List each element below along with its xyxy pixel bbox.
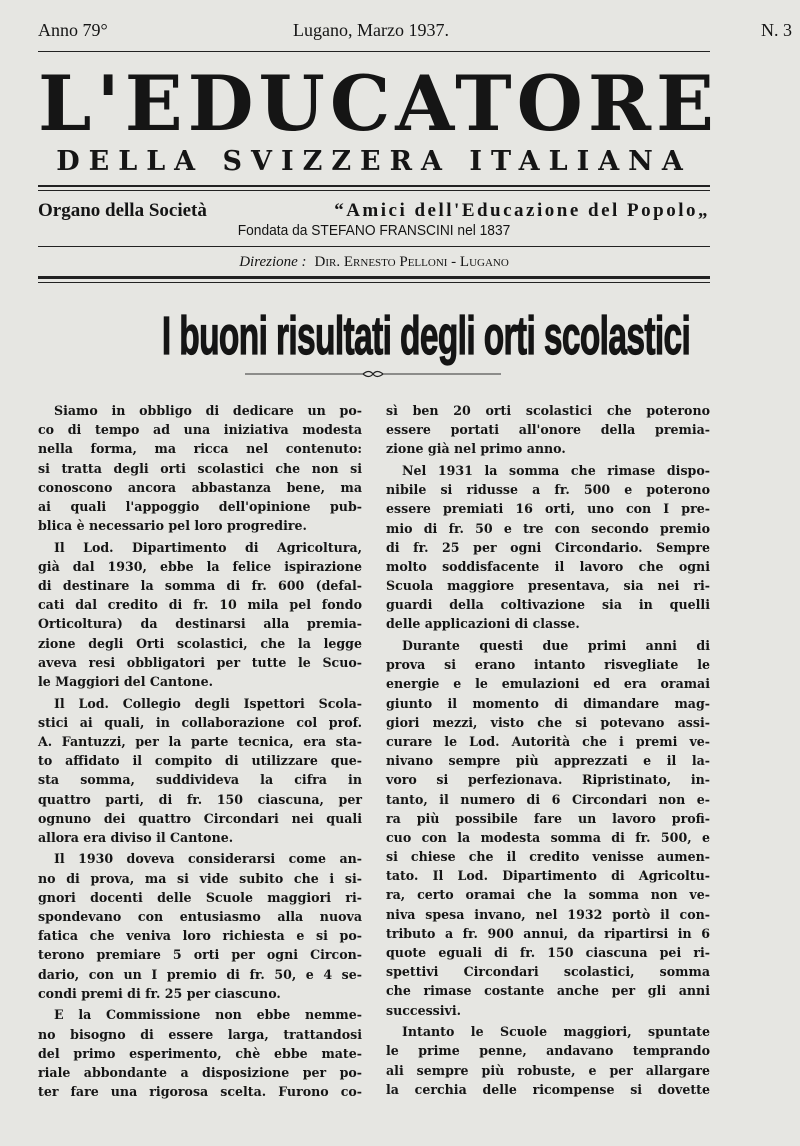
text-line: spettivi Circondari scolastici, somma [386, 964, 710, 980]
text-line: zione già nel primo anno. [386, 441, 566, 457]
text-line: delle applicazioni di classe. [386, 616, 580, 632]
text-line: aveva resi obbligatori per tutte le Scuo- [38, 654, 362, 670]
text-line: nibile si ridusse a fr. 500 e poterono [386, 482, 710, 498]
text-line: di fr. 25 per ogni Circondario. Sempre [386, 539, 710, 555]
paragraph [38, 1005, 362, 1101]
paragraph [386, 1022, 710, 1099]
text-line: Scuola maggiore presentava, sia nei ri- [386, 578, 710, 594]
text-line: co di tempo ad una iniziativa modesta [38, 422, 362, 438]
text-line: Il 1930 doveva considerarsi come an- [54, 851, 362, 867]
text-line: le Maggiori del Cantone. [38, 674, 213, 690]
paragraph [38, 849, 362, 1003]
text-line: che rimase costante anche per gli anni [386, 983, 710, 999]
text-line: zione degli Orti scolastici, che la legge [38, 635, 362, 651]
text-line: dario, con un I premio di fr. 50, e 4 se- [38, 966, 362, 982]
text-line: le prime penne, andavano temprando [386, 1043, 710, 1059]
text-line: cuo con la modesta somma di fr. 500, e [386, 829, 710, 845]
text-line: E la Commissione non ebbe nemme- [54, 1007, 362, 1023]
divider [38, 190, 710, 191]
text-line: A. Fantuzzi, per la parte tecnica, era sta- [38, 733, 362, 749]
paragraph [38, 538, 362, 692]
masthead-subtitle: DELLA SVIZZERA ITALIANA [56, 146, 692, 177]
text-line: essere premiati 16 orti, uno con I pre- [386, 501, 710, 517]
divider [38, 276, 710, 279]
paragraph [386, 461, 710, 634]
issue-header [38, 20, 792, 46]
text-line: no bisogno di essere larga, trattandosi [38, 1026, 362, 1042]
text-line: tato. Il Lod. Dipartimento di Agricoltu- [386, 868, 710, 884]
paragraph [38, 401, 362, 535]
text-line: to affidato il compito di utilizzare que- [38, 753, 362, 769]
text-line: allora era diviso il Cantone. [38, 829, 234, 845]
text-line: Il Lod. Collegio degli Ispettori Scola- [54, 695, 362, 711]
direction-label: Direzione : [239, 254, 307, 270]
text-line: giori mezzi, visto che si potevano assi- [386, 714, 710, 730]
organ-society-name: “Amici dell'Educazione del Popolo„ [334, 200, 710, 221]
text-line: condi premi di fr. 25 per ciascuno. [38, 985, 281, 1001]
text-line: prova si erano intanto risvegliate le [386, 657, 710, 673]
text-line: energie e le emulazioni ed era oramai [386, 676, 710, 692]
divider [38, 246, 710, 247]
direction-line [38, 254, 710, 271]
divider [38, 51, 710, 52]
text-line: ali sempre più robuste, e per allargare [386, 1062, 710, 1078]
text-line: quote eguali di fr. 150 ciascuna pei ri- [386, 945, 710, 961]
paragraph [386, 401, 710, 459]
text-line: Orticoltura) da destinarsi alla premia- [38, 616, 362, 632]
text-line: terono premiare 5 orti per ogni Circon- [38, 947, 362, 963]
text-line: guardi della coltivazione sia in quelli [386, 597, 710, 613]
text-line: conoscono ancora abbastanza bene, ma [38, 479, 362, 495]
text-line: voro si perfezionava. Ripristinato, in- [386, 772, 710, 788]
text-line: ter fare una rigorosa scelta. Furono co- [38, 1084, 362, 1100]
divider [38, 185, 710, 187]
issue-number: N. 3 [761, 20, 792, 40]
text-line: curare le Lod. Autorità che i premi ve- [386, 733, 710, 749]
text-line: gnori docenti delle Scuole maggiori ri- [38, 889, 362, 905]
direction-value: Dir. Ernesto Pelloni - Lugano [314, 254, 509, 270]
text-line: Durante questi due primi anni di [402, 638, 710, 654]
article-title: I buoni risultati degli orti scolastici [161, 306, 691, 366]
article-column-left [38, 401, 362, 1104]
paragraph [38, 694, 362, 848]
text-line: ra più possibile fare un lavoro profi- [386, 810, 710, 826]
text-line: tanto, il numero di 6 Circondari non e- [386, 791, 710, 807]
text-line: riale abbondante a disposizione per po- [38, 1064, 362, 1080]
text-line: quattro parti, di fr. 150 ciascuna, per [38, 791, 362, 807]
text-line: sta somma, suddivideva la cifra in [38, 772, 362, 788]
text-line: Intanto le Scuole maggiori, spuntate [402, 1024, 710, 1040]
text-line: nivano sempre più apprezzati e il la- [386, 753, 710, 769]
organ-prefix: Organo della Società [38, 200, 207, 221]
masthead-title: L'EDUCATORE [38, 59, 719, 148]
text-line: spondevano con entusiasmo alla nuova [38, 909, 362, 925]
text-line: ai quali l'appoggio dell'opinione pub- [38, 498, 362, 514]
text-line: giunto il momento di dimandare mag- [386, 695, 710, 711]
text-line: mio di fr. 50 e tre con secondo premio [386, 520, 710, 536]
paragraph [386, 636, 710, 1020]
text-line: la cerchia delle ricompense si dovette [386, 1081, 710, 1097]
text-line: del primo esperimento, chè ebbe mate- [38, 1045, 362, 1061]
ornament-divider-icon [245, 368, 501, 380]
text-line: si chiese che il credito venisse aumen- [386, 849, 710, 865]
text-line: essere portati all'onore della premia- [386, 422, 710, 438]
text-line: successivi. [386, 1002, 462, 1018]
text-line: già dal 1930, ebbe la felice ispirazione [38, 558, 362, 574]
text-line: di destinare la somma di fr. 600 (defal- [38, 578, 362, 594]
text-line: cati dal credito di fr. 10 mila pel fondo [38, 597, 362, 613]
text-line: tributo a fr. 900 annui, da ripartirsi in 6 [386, 925, 710, 941]
text-line: ognuno dei quattro Circondari nei quali [38, 810, 362, 826]
organ-line [38, 200, 710, 222]
founded-line: Fondata da STEFANO FRANSCINI nel 1837 [237, 223, 511, 239]
text-line: no di prova, ma si vide subito che i si- [38, 870, 362, 886]
article-column-right [386, 401, 710, 1101]
text-line: Nel 1931 la somma che rimase dispo- [402, 462, 710, 478]
text-line: nella forma, ma ricca nel contenuto: [38, 441, 362, 457]
text-line: niva spesa invano, nel 1932 portò il con- [386, 906, 710, 922]
text-line: sì ben 20 orti scolastici che poterono [386, 403, 710, 418]
text-line: blica è necessario pel loro progredire. [38, 518, 307, 534]
text-line: fatica che veniva loro richiesta e si po- [38, 928, 362, 944]
place-date: Lugano, Marzo 1937. [293, 20, 449, 40]
issue-year: Anno 79° [38, 20, 108, 40]
text-line: Il Lod. Dipartimento di Agricoltura, [54, 539, 362, 555]
divider [38, 282, 710, 283]
text-line: Siamo in obbligo di dedicare un po- [54, 403, 362, 418]
text-line: stici ai quali, in collaborazione col prof. [38, 714, 362, 730]
text-line: molto soddisfacente il lavoro che ogni [386, 558, 710, 574]
text-line: si tratta degli orti scolastici che non si [38, 460, 362, 476]
text-line: ra, certo oramai che la somma non ve- [386, 887, 710, 903]
